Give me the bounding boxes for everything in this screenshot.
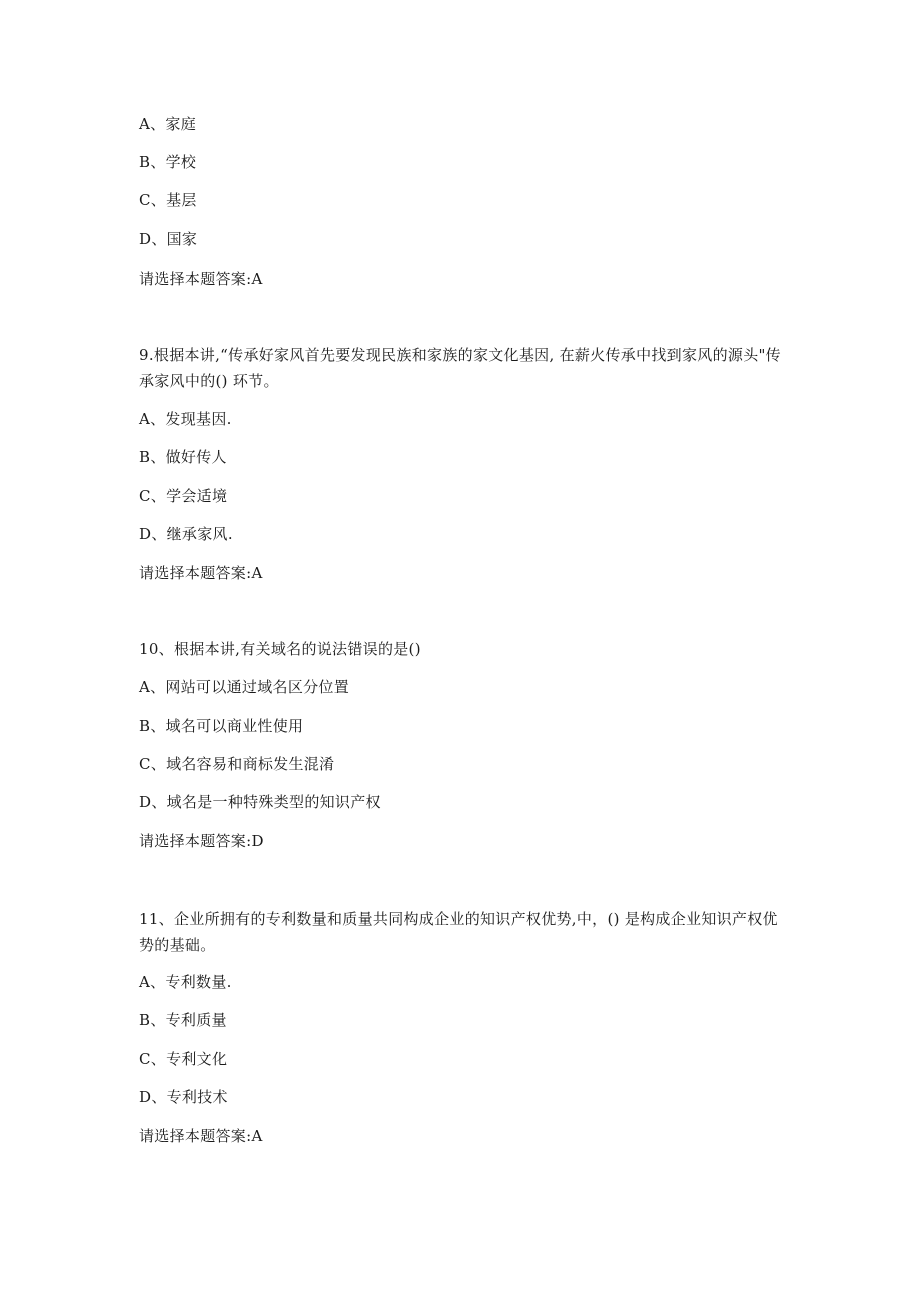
option-a: A、发现基因. [139,410,232,428]
option-c: C、专利文化 [139,1050,228,1068]
answer-line: 请选择本题答案:D [139,832,264,850]
option-c: C、学会适境 [139,487,228,505]
option-d: D、专利技术 [139,1088,228,1106]
option-a: A、专利数量. [139,973,232,991]
answer-line: 请选择本题答案:A [139,270,263,288]
option-c: C、基层 [139,191,197,209]
option-d: D、国家 [139,230,198,248]
option-d: D、域名是一种特殊类型的知识产权 [139,793,381,811]
option-d: D、继承家风. [139,525,233,543]
option-a: A、家庭 [139,115,197,133]
answer-line: 请选择本题答案:A [139,1127,263,1145]
question-11-text: 11、企业所拥有的专利数量和质量共同构成企业的知识产权优势,中，() 是构成企业知识产权优势的基础。 [139,910,778,954]
option-b: B、域名可以商业性使用 [139,717,304,735]
option-a: A、网站可以通过域名区分位置 [139,678,350,696]
question-9-text: 9.根据本讲,“传承好家风首先要发现民族和家族的家文化基因, 在薪火传承中找到家风的源头"传承家风中的() 环节。 [139,346,781,390]
option-b: B、专利质量 [139,1011,227,1029]
option-b: B、做好传人 [139,448,227,466]
question-10-text: 10、根据本讲,有关域名的说法错误的是() [139,640,421,658]
answer-line: 请选择本题答案:A [139,564,263,582]
option-b: B、学校 [139,153,197,171]
option-c: C、域名容易和商标发生混淆 [139,755,335,773]
